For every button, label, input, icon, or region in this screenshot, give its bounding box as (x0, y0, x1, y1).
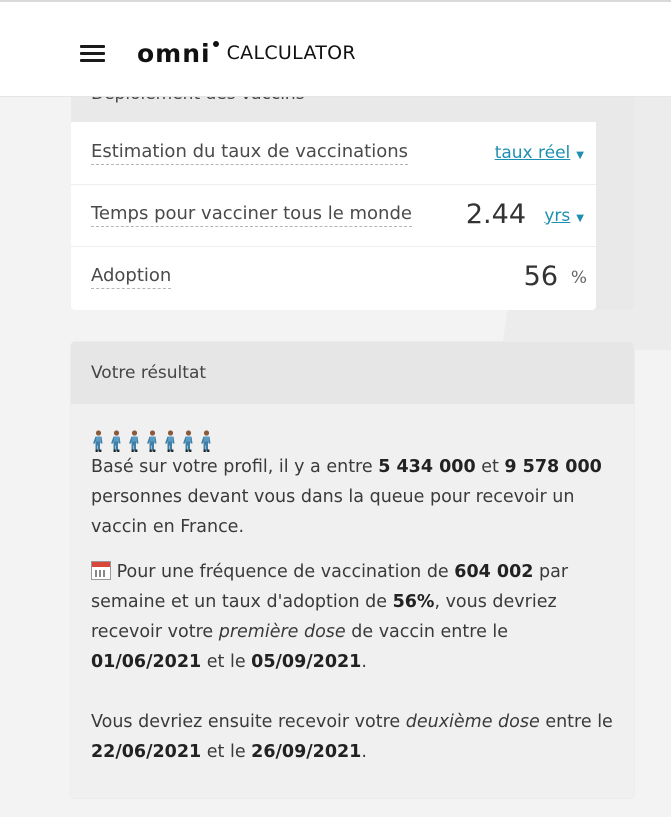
field-row-adoption (71, 246, 596, 308)
caret-down-icon: ▼ (576, 150, 584, 161)
adoption-label: Adoption (91, 266, 171, 289)
second-dose-end-date: 26/09/2021 (251, 742, 362, 762)
person-walking-icon (109, 430, 124, 452)
person-walking-icon (199, 430, 214, 452)
result-paragraph-first-dose (91, 557, 616, 677)
rate-select[interactable] (495, 143, 584, 163)
text: Basé sur votre profil, il y a entre (91, 457, 379, 477)
min-people-count: 5 434 000 (378, 457, 476, 477)
text: . (361, 742, 367, 762)
field-row-rate (71, 122, 596, 185)
person-walking-icon (91, 430, 106, 452)
logo-dot (213, 41, 219, 47)
hamburger-menu-icon[interactable] (80, 45, 105, 62)
adoption-unit: % (570, 268, 587, 288)
time-unit-value: yrs (544, 206, 571, 226)
person-walking-icon (145, 430, 160, 452)
person-walking-icon (163, 430, 178, 452)
logo-calculator-text: CALCULATOR (226, 42, 356, 64)
time-unit-select[interactable] (544, 206, 584, 226)
text: entre le (539, 712, 613, 732)
second-dose-text: deuxième dose (405, 712, 540, 732)
result-card (71, 342, 634, 798)
result-paragraph-queue (91, 452, 616, 542)
rate-select-value: taux réel (494, 143, 571, 163)
text: Vous devriez ensuite recevoir votre (91, 712, 406, 732)
text: de vaccin entre le (345, 622, 509, 642)
omni-logo[interactable] (137, 35, 356, 71)
calendar-icon (91, 561, 111, 580)
time-label: Temps pour vacciner tous le monde (91, 204, 412, 227)
time-input[interactable]: 2.44 (465, 199, 526, 230)
text: personnes devant vous dans la queue pour recevoir un vaccin en France. (91, 487, 575, 537)
text: , vous devriez recevoir votre (91, 592, 557, 642)
adoption-rate: 56% (392, 592, 435, 612)
input-fields (71, 122, 596, 310)
second-dose-start-date: 22/06/2021 (91, 742, 202, 762)
first-dose-end-date: 05/09/2021 (251, 652, 362, 672)
caret-down-icon: ▼ (576, 213, 584, 224)
people-queue-icons (91, 426, 616, 452)
person-walking-icon (127, 430, 142, 452)
person-walking-icon (181, 430, 196, 452)
result-body (91, 426, 616, 767)
text: et le (201, 742, 252, 762)
adoption-input[interactable]: 56 (523, 261, 558, 292)
rate-label: Estimation du taux de vaccinations (91, 142, 408, 165)
text: par semaine et un taux d'adoption de (91, 562, 569, 612)
text: . (361, 652, 367, 672)
max-people-count: 9 578 000 (504, 457, 602, 477)
text: et (475, 457, 505, 477)
result-paragraph-second-dose (91, 707, 616, 767)
weekly-rate: 604 002 (454, 562, 534, 582)
site-header (0, 2, 671, 97)
text: et le (201, 652, 252, 672)
result-title: Votre résultat (91, 363, 207, 383)
result-header (71, 342, 634, 404)
text: Pour une fréquence de vaccination de (111, 562, 455, 582)
logo-omni-text: omni (137, 38, 211, 68)
first-dose-text: première dose (218, 622, 346, 642)
field-row-time (71, 184, 596, 247)
first-dose-start-date: 01/06/2021 (91, 652, 202, 672)
